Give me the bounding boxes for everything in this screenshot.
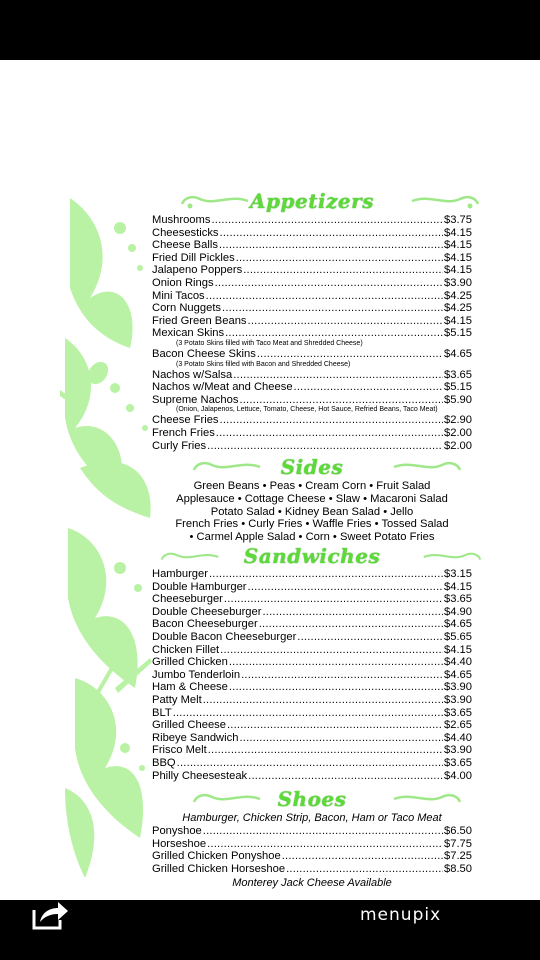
menu-item-name: Cheese Balls <box>152 239 218 252</box>
flourish-left-icon <box>160 548 220 566</box>
sides-line: Green Beans • Peas • Cream Corn • Fruit Salad <box>193 480 431 493</box>
flourish-right-icon <box>422 548 482 566</box>
leader-dots <box>224 593 443 606</box>
menu-item <box>152 838 472 851</box>
menu-item <box>152 214 472 227</box>
brand-logo: menupix <box>360 905 442 925</box>
sides-list <box>152 480 472 544</box>
menu-item-name: Philly Cheesesteak <box>152 769 248 782</box>
menu-item <box>152 277 472 290</box>
menu-item-name: BBQ <box>152 756 176 769</box>
menu-item-price: $4.15 <box>444 314 472 327</box>
menu-page <box>0 60 540 900</box>
sides-line: Applesauce • Cottage Cheese • Slaw • Macaroni Salad <box>176 492 448 505</box>
menu-item <box>152 369 472 382</box>
menu-item-price: $4.15 <box>444 643 472 656</box>
menu-item-name: Ponyshoe <box>152 825 202 838</box>
menu-item-price: $4.15 <box>444 251 472 264</box>
appetizers-header <box>152 188 472 214</box>
leader-dots <box>282 850 443 863</box>
menu-item <box>152 825 472 838</box>
menu-item <box>152 327 472 340</box>
menu-item <box>152 239 472 252</box>
menu-item <box>152 290 472 303</box>
flourish-right-icon <box>392 790 462 808</box>
leader-dots <box>219 239 443 252</box>
menu-content <box>152 188 472 890</box>
leader-dots <box>239 394 443 407</box>
leader-dots <box>220 227 443 240</box>
shoes-subtitle: Hamburger, Chicken Strip, Bacon, Ham or Taco Meat <box>182 812 442 825</box>
menu-item <box>152 581 472 594</box>
menu-item-note: (3 Potato Skins filled with Bacon and Shredded Cheese) <box>176 360 351 368</box>
menu-item-name: Cheeseburger <box>152 593 223 606</box>
menu-item-name: Grilled Chicken Ponyshoe <box>152 850 281 863</box>
leader-dots <box>211 214 443 227</box>
menu-item <box>152 414 472 427</box>
leader-dots <box>229 681 443 694</box>
menu-item-name: Frisco Melt <box>152 744 207 757</box>
leader-dots <box>239 732 443 745</box>
leader-dots <box>220 414 443 427</box>
menu-item <box>152 427 472 440</box>
menu-item-name: Nachos w/Salsa <box>152 368 233 381</box>
menu-item-price: $4.15 <box>444 580 472 593</box>
leader-dots <box>257 348 443 361</box>
menu-item <box>152 669 472 682</box>
leader-dots <box>286 863 443 876</box>
menu-item-name: Cheesesticks <box>152 226 219 239</box>
menu-item-name: Onion Rings <box>152 276 214 289</box>
menu-item-price: $3.90 <box>444 681 472 694</box>
menu-item-name: Mexican Skins <box>152 327 225 340</box>
menu-item <box>152 593 472 606</box>
menu-item-price: $2.00 <box>444 439 472 452</box>
menu-item-price: $4.15 <box>444 264 472 277</box>
menu-item-name: French Fries <box>152 426 215 439</box>
menu-item <box>152 770 472 783</box>
leader-dots <box>229 656 443 669</box>
menu-item-price: $5.15 <box>444 327 472 340</box>
sides-line: Potato Salad • Kidney Bean Salad • Jello <box>210 505 414 518</box>
menu-item-price: $4.65 <box>444 618 472 631</box>
menu-item-price: $4.40 <box>444 731 472 744</box>
floral-decoration <box>60 188 160 888</box>
leader-dots <box>227 719 443 732</box>
leader-dots <box>203 825 443 838</box>
shoes-footer: Monterey Jack Cheese Available <box>232 876 392 889</box>
leader-dots <box>248 770 443 783</box>
flourish-left-icon <box>192 458 262 476</box>
menu-item <box>152 227 472 240</box>
leader-dots <box>248 581 443 594</box>
menu-item-name: Chicken Fillet <box>152 643 220 656</box>
menu-item <box>152 681 472 694</box>
menu-item <box>152 302 472 315</box>
menu-item <box>152 315 472 328</box>
shoes-header <box>152 786 472 812</box>
menu-item-name: Horseshoe <box>152 837 207 850</box>
menu-item-price: $4.65 <box>444 668 472 681</box>
menu-item-price: $3.65 <box>444 706 472 719</box>
menu-item-name: Bacon Cheese Skins <box>152 347 256 360</box>
flourish-right-icon <box>392 458 462 476</box>
leader-dots <box>220 644 443 657</box>
sandwiches-title: Sandwiches <box>243 544 381 569</box>
menu-item-name: Mini Tacos <box>152 289 205 302</box>
menu-item <box>152 381 472 394</box>
leader-dots <box>236 252 443 265</box>
menu-item-name: BLT <box>152 706 172 719</box>
sandwiches-header <box>152 544 472 568</box>
menu-item-price: $4.25 <box>444 302 472 315</box>
menu-item <box>152 656 472 669</box>
menu-item <box>152 618 472 631</box>
leader-dots <box>222 302 443 315</box>
menu-item-price: $2.00 <box>444 426 472 439</box>
appetizers-list <box>152 214 472 452</box>
menu-item-price: $7.25 <box>444 850 472 863</box>
menu-item-price: $6.50 <box>444 825 472 838</box>
menu-item-price: $4.15 <box>444 226 472 239</box>
menu-item <box>152 568 472 581</box>
sides-title: Sides <box>280 455 344 480</box>
share-icon[interactable] <box>30 898 70 932</box>
menu-item <box>152 732 472 745</box>
menu-item-name: Grilled Cheese <box>152 719 226 732</box>
leader-dots <box>207 440 443 453</box>
menu-item-price: $3.90 <box>444 744 472 757</box>
menu-item <box>152 394 472 407</box>
menu-item-price: $3.65 <box>444 593 472 606</box>
flourish-left-icon <box>192 790 262 808</box>
menu-item-price: $3.75 <box>444 214 472 226</box>
menu-item <box>152 744 472 757</box>
menu-item-name: Double Bacon Cheeseburger <box>152 631 297 644</box>
flourish-right-icon <box>410 192 480 210</box>
menu-item <box>152 850 472 863</box>
leader-dots <box>262 606 443 619</box>
menu-item-price: $3.90 <box>444 276 472 289</box>
menu-item-name: Mushrooms <box>152 214 211 226</box>
menu-item-name: Fried Green Beans <box>152 314 247 327</box>
leader-dots <box>208 744 443 757</box>
leader-dots <box>248 315 443 328</box>
menu-item-name: Ham & Cheese <box>152 681 228 694</box>
menu-item-price: $4.90 <box>444 605 472 618</box>
menu-item-name: Curly Fries <box>152 439 207 452</box>
menu-item-price: $8.50 <box>444 862 472 875</box>
sides-line: • Carmel Apple Salad • Corn • Sweet Potato Fries <box>189 531 435 544</box>
shoes-list <box>152 825 472 875</box>
menu-item-price: $2.65 <box>444 719 472 732</box>
leader-dots <box>241 669 443 682</box>
menu-item <box>152 606 472 619</box>
menu-item-price: $4.15 <box>444 239 472 252</box>
menu-item-name: Hamburger <box>152 568 208 581</box>
menu-item <box>152 252 472 265</box>
sides-header <box>152 454 472 480</box>
menu-item-name: Patty Melt <box>152 694 202 707</box>
menu-item-note: (Onion, Jalapenos, Lettuce, Tomato, Cheese, Hot Sauce, Refried Beans, Taco Meat) <box>176 406 438 414</box>
menu-item-price: $4.00 <box>444 769 472 782</box>
menu-item <box>152 348 472 361</box>
menu-item <box>152 757 472 770</box>
menu-item-name: Double Hamburger <box>152 580 247 593</box>
menu-item <box>152 694 472 707</box>
leader-dots <box>216 427 443 440</box>
leader-dots <box>294 381 443 394</box>
menu-item-name: Fried Dill Pickles <box>152 251 235 264</box>
leader-dots <box>173 707 443 720</box>
menu-item-name: Jalapeno Poppers <box>152 264 243 277</box>
menu-item-name: Double Cheeseburger <box>152 605 262 618</box>
menu-item-price: $2.90 <box>444 414 472 427</box>
menu-item-price: $3.65 <box>444 368 472 381</box>
flourish-left-icon <box>180 192 250 210</box>
menu-item-price: $5.15 <box>444 381 472 394</box>
menu-item-name: Supreme Nachos <box>152 393 239 406</box>
menu-item-name: Grilled Chicken Horseshoe <box>152 862 286 875</box>
sides-line: French Fries • Curly Fries • Waffle Fries • Tossed Salad <box>175 518 449 531</box>
menu-item-name: Cheese Fries <box>152 414 219 427</box>
menu-item-price: $3.65 <box>444 756 472 769</box>
menu-item-name: Bacon Cheeseburger <box>152 618 258 631</box>
menu-item <box>152 440 472 453</box>
leader-dots <box>297 631 443 644</box>
menu-item-price: $4.65 <box>444 347 472 360</box>
leader-dots <box>203 694 443 707</box>
leader-dots <box>225 327 443 340</box>
menu-item <box>152 644 472 657</box>
menu-item-name: Nachos w/Meat and Cheese <box>152 381 293 394</box>
menu-item-price: $4.40 <box>444 656 472 669</box>
menu-item <box>152 707 472 720</box>
menu-item-name: Grilled Chicken <box>152 656 228 669</box>
menu-item-price: $4.25 <box>444 289 472 302</box>
leader-dots <box>233 369 443 382</box>
leader-dots <box>207 838 443 851</box>
leader-dots <box>243 264 443 277</box>
menu-item-price: $3.90 <box>444 694 472 707</box>
menu-item-name: Ribeye Sandwich <box>152 731 239 744</box>
menu-item-price: $3.15 <box>444 568 472 581</box>
leader-dots <box>206 290 443 303</box>
leader-dots <box>209 568 443 581</box>
appetizers-title: Appetizers <box>250 189 374 213</box>
menu-item-note: (3 Potato Skins filled with Taco Meat and Shredded Cheese) <box>176 339 363 347</box>
menu-item <box>152 264 472 277</box>
menu-item <box>152 719 472 732</box>
menu-item <box>152 631 472 644</box>
leader-dots <box>215 277 443 290</box>
menu-item-price: $5.90 <box>444 393 472 406</box>
sandwiches-list <box>152 568 472 782</box>
leader-dots <box>177 757 443 770</box>
leader-dots <box>259 618 443 631</box>
menu-item <box>152 863 472 876</box>
menu-item-price: $5.65 <box>444 631 472 644</box>
menu-item-name: Jumbo Tenderloin <box>152 668 241 681</box>
shoes-title: Shoes <box>277 787 347 812</box>
menu-item-price: $7.75 <box>444 837 472 850</box>
menu-item-name: Corn Nuggets <box>152 302 222 315</box>
